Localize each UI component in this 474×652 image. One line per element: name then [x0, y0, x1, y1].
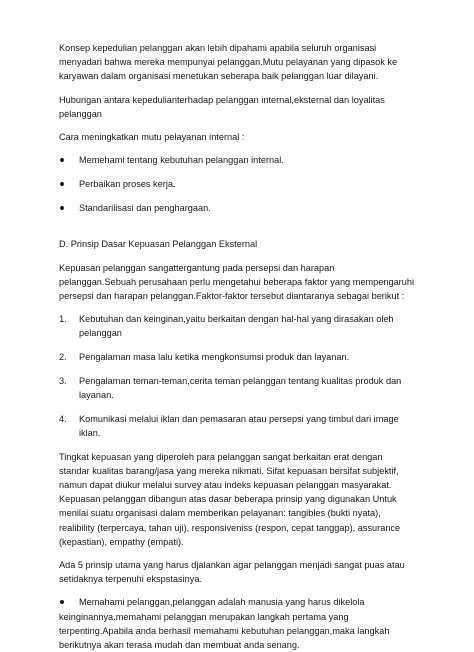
paragraph-satisfaction: Kepuasan pelanggan sangattergantung pada persepsi dan harapan pelanggan.Sebuah perusahaan perlu mengetahui beberapa faktor yang mempengaruhi persepsi dan harapan pelanggan.Faktor-faktor tersebut diantaranya sebagai berikut : — [59, 262, 415, 301]
paragraph-relationship: Hubungan antara kepedulianterhadap pelanggan internal,eksternal dan loyalitas pelanggan — [59, 94, 385, 119]
bullet-list-internal — [59, 153, 414, 215]
list-item-text: Perbaikan proses kerja. — [79, 178, 176, 189]
list-item — [59, 374, 414, 402]
list-number: 3. — [59, 375, 67, 386]
bullet-paragraph-understand-customer — [59, 595, 414, 652]
list-item-text: Kebutuhan dan keinginan,yaitu berkaitan dengan hal-hal yang dirasakan oleh pelanggan — [79, 314, 394, 339]
paragraph-satisfaction-level: Tingkat kepuasan yang diperoleh para pelanggan sangat berkaitan erat dengan standar kualitas barang/jasa yang mereka nikmati. Sifat kepuasan bersifat subjektif, namun dapat diukur melalui survey atau indeks kepuasan pelanggan masyarakat. Kepuasan pelanggan dibangun atas dasar beberapa prinsip yang digunakan Untuk menilai suatu organisasi dalam memberikan pelayanan: tangibles (bukti nyata), realibility (terpercaya, tahan uji), responsiveniss (respon, cepat tanggap), assurance (kepastian), empathy (empati). — [59, 451, 401, 547]
list-item — [59, 412, 414, 440]
list-number: 2. — [59, 352, 67, 363]
section-heading: D. Prinsip Dasar Kepuasan Pelanggan Eksternal — [59, 239, 258, 250]
list-item — [59, 153, 414, 167]
bullet-icon — [60, 182, 64, 186]
list-item-text: Standarilisasi dan penghargaan. — [79, 202, 211, 213]
bullet-icon — [60, 206, 64, 210]
list-item — [59, 312, 414, 340]
bullet-lead-text: Memahami pelanggan,pelanggan adalah manusia yang harus dikelola — [79, 597, 365, 608]
numbered-list-factors — [59, 312, 414, 440]
list-item-text: Pengalaman masa lalu ketika mengkonsumsi produk dan layanan. — [79, 352, 350, 363]
list-item — [59, 201, 414, 215]
paragraph-intro: Konsep kepedulian pelanggan akan lebih dipahami apabila seluruh organisasi menyadari bahwa mereka mempunyai pelanggan.Mutu pelayanan yang dipasok ke karyawan dalam organisasi menetukan seberapa baik pelanggan luar dilayani. — [59, 43, 398, 82]
spacer — [59, 224, 414, 237]
list-item — [59, 177, 414, 191]
paragraph-internal-service: Cara meningkatkan mutu pelayanan internal : — [59, 132, 245, 143]
bullet-icon — [60, 158, 64, 162]
list-item-text: Memehami tentang kebutuhan pelanggan internal. — [79, 155, 284, 166]
list-number: 4. — [59, 413, 67, 424]
list-item-text: Pengalaman teman-teman,cerita teman pelanggan tentang kualitas produk dan layanan. — [79, 375, 402, 400]
list-item-text: Komunikasi melalui iklan dan pemasaran atau persepsi yang timbul dari image iklan. — [79, 413, 399, 438]
list-number: 1. — [59, 314, 67, 325]
list-item — [59, 350, 414, 364]
bullet-continuation-text: keinginannya.memahami pelanggan merupakan langkah pertama yang terpenting.Apabila anda berhasil memahami kebutuhan pelanggan,maka langkah berikutnya akan terasa mudah dan membuat anda senang. — [59, 611, 390, 650]
paragraph-principles: Ada 5 prinsip utama yang harus djalankan agar pelanggan menjadi sangat puas atau setidaknya terpenuhi ekspstasinya. — [59, 559, 405, 585]
